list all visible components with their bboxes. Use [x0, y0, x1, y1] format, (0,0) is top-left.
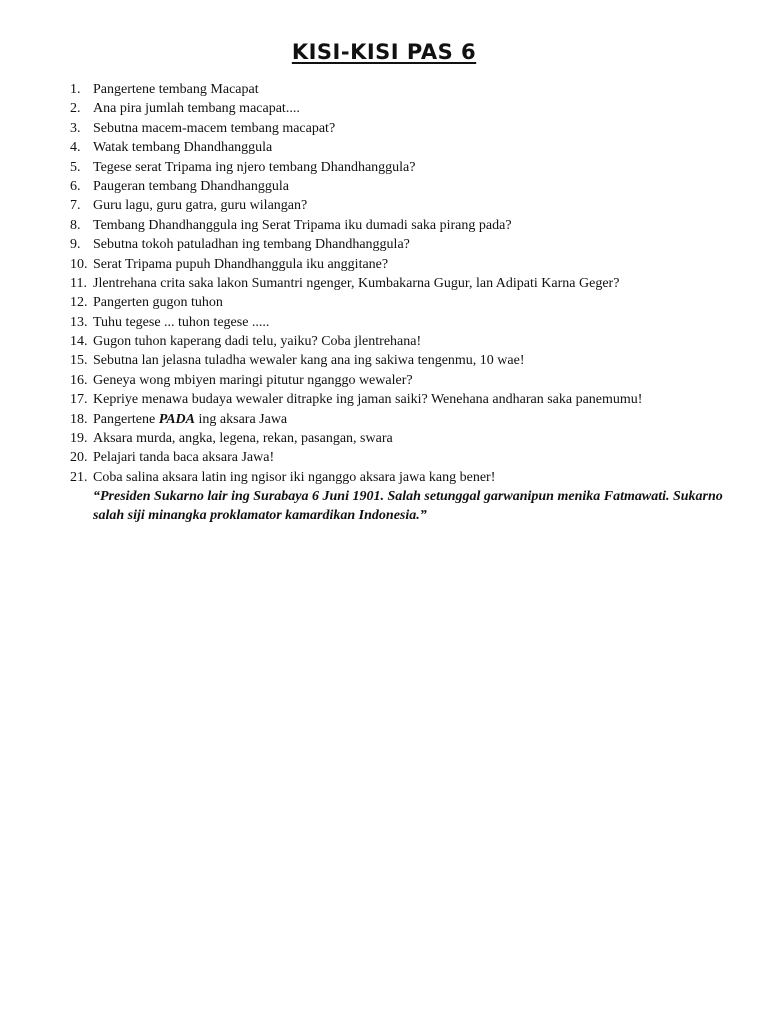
question-text: Serat Tripama pupuh Dhandhanggula iku anggitane?	[93, 256, 389, 272]
question-text: Sebutna lan jelasna tuladha wewaler kang ana ing sakiwa tengenmu, 10 wae!	[93, 353, 525, 369]
question-item	[70, 313, 730, 332]
question-number: 10.	[70, 256, 88, 272]
question-text: Guru lagu, guru gatra, guru wilangan?	[93, 198, 308, 214]
question-text: Pangertene tembang Macapat	[93, 82, 259, 97]
question-text: Pangerten gugon tuhon	[93, 295, 223, 311]
question-text: Tembang Dhandhanggula ing Serat Tripama iku dumadi saka pirang pada?	[93, 217, 512, 233]
question-item	[70, 80, 730, 99]
question-item	[70, 119, 730, 138]
question-item	[70, 177, 730, 196]
question-item	[70, 138, 730, 157]
question-text: Gugon tuhon kaperang dadi telu, yaiku? Coba jlentrehana!	[93, 334, 422, 350]
question-number: 8.	[70, 217, 81, 233]
question-number: 5.	[70, 159, 81, 175]
question-item	[70, 158, 730, 177]
document-title	[0, 40, 768, 64]
question-text: Geneya wong mbiyen maringi pitutur nganggo wewaler?	[93, 372, 413, 388]
question-text: Paugeran tembang Dhandhanggula	[93, 178, 289, 194]
question-text: Tegese serat Tripama ing njero tembang Dhandhanggula?	[93, 159, 416, 175]
question-item	[70, 468, 730, 487]
question-text: Sebutna tokoh patuladhan ing tembang Dhandhanggula?	[93, 237, 410, 253]
question-number: 3.	[70, 120, 81, 136]
question-list	[70, 80, 730, 487]
question-item	[70, 448, 730, 467]
question-text-before: Pangertene	[93, 411, 159, 427]
question-text	[93, 410, 287, 429]
question-item	[70, 371, 730, 390]
question-item	[70, 390, 730, 409]
question-number: 20.	[70, 450, 88, 466]
question-number: 11.	[70, 275, 87, 291]
question-text: Coba salina aksara latin ing ngisor iki nganggo aksara jawa kang bener!	[93, 469, 496, 485]
question-item	[70, 196, 730, 215]
question-number: 16.	[70, 372, 88, 388]
question-text: Aksara murda, angka, legena, rekan, pasangan, swara	[93, 431, 393, 447]
question-item	[70, 216, 730, 235]
question-number: 14.	[70, 334, 88, 350]
question-item	[70, 351, 730, 370]
question-item	[70, 332, 730, 351]
question-number: 7.	[70, 198, 81, 214]
emphasized-term: PADA	[158, 411, 196, 427]
question-number: 6.	[70, 178, 81, 194]
question-item	[70, 274, 730, 293]
question-number: 12.	[70, 295, 88, 311]
question-text: Sebutna macem-macem tembang macapat?	[93, 120, 336, 136]
question-number: 19.	[70, 431, 88, 447]
question-number: 9.	[70, 237, 81, 253]
question-number: 2.	[70, 101, 81, 117]
question-text: Ana pira jumlah tembang macapat....	[93, 101, 300, 117]
question-number: 13.	[70, 314, 88, 330]
question-item	[70, 293, 730, 312]
quote-passage: “Presiden Sukarno lair ing Surabaya 6 Juni 1901. Salah setunggal garwanipun menika Fatmawati. Sukarno salah siji minangka proklamator kamardikan Indonesia.”	[93, 489, 723, 524]
question-number: 18.	[70, 411, 88, 427]
question-text-after: ing aksara Jawa	[195, 411, 288, 427]
question-item	[70, 255, 730, 274]
question-item	[70, 235, 730, 254]
question-item	[70, 429, 730, 448]
question-item	[70, 410, 730, 429]
question-text: Kepriye menawa budaya wewaler ditrapke ing jaman saiki? Wenehana andharan saka panemumu!	[93, 392, 643, 408]
question-number: 15.	[70, 353, 88, 369]
question-number: 1.	[70, 82, 81, 97]
question-text: Pelajari tanda baca aksara Jawa!	[93, 450, 275, 466]
question-text: Watak tembang Dhandhanggula	[93, 140, 273, 156]
question-number: 17.	[70, 392, 88, 408]
question-number: 21.	[70, 469, 88, 485]
question-text: Jlentrehana crita saka lakon Sumantri ngenger, Kumbakarna Gugur, lan Adipati Karna Geger?	[93, 275, 620, 291]
document-title-text: KISI-KISI PAS 6	[291, 40, 477, 64]
question-item	[70, 99, 730, 118]
question-number: 4.	[70, 140, 81, 156]
question-text: Tuhu tegese ... tuhon tegese .....	[93, 314, 270, 330]
